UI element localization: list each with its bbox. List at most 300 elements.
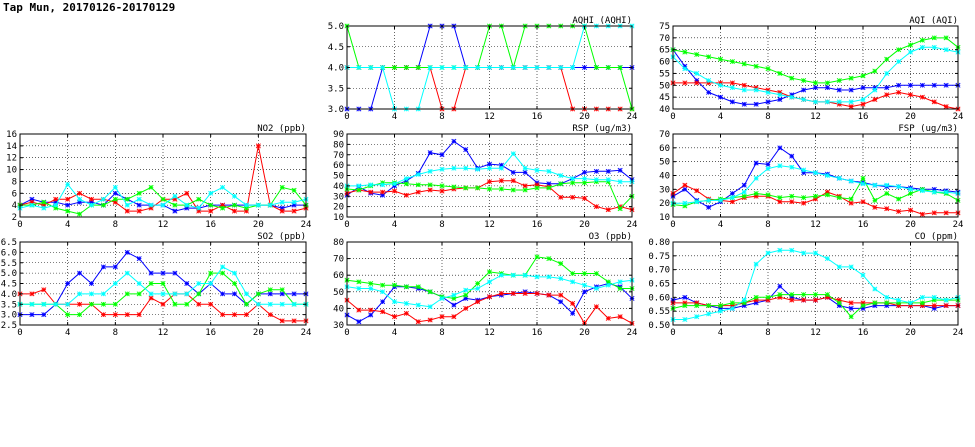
x-tick-label: 20: [905, 112, 916, 122]
data-point-cyan: [849, 100, 853, 104]
y-tick-label: 4.5: [327, 42, 344, 53]
data-point-blue: [944, 83, 948, 87]
data-point-red: [280, 209, 284, 213]
data-point-green: [523, 188, 527, 192]
data-point-blue: [582, 290, 586, 294]
data-point-red: [849, 104, 853, 108]
data-point-cyan: [547, 275, 551, 279]
data-point-red: [185, 191, 189, 195]
x-tick-label: 8: [765, 328, 771, 338]
data-point-green: [908, 191, 912, 195]
data-point-red: [908, 208, 912, 212]
y-tick-label: 30: [333, 192, 344, 203]
data-point-cyan: [404, 176, 408, 180]
data-point-green: [440, 184, 444, 188]
data-point-cyan: [511, 152, 515, 156]
data-point-blue: [813, 85, 817, 89]
data-point-green: [113, 197, 117, 201]
data-point-cyan: [125, 271, 129, 275]
x-tick-label: 12: [810, 112, 821, 122]
data-point-cyan: [718, 83, 722, 87]
data-point-cyan: [487, 65, 491, 69]
data-point-green: [125, 292, 129, 296]
data-point-cyan: [30, 302, 34, 306]
data-point-cyan: [825, 256, 829, 260]
data-point-cyan: [535, 65, 539, 69]
chart-so2: [1, 232, 312, 338]
data-point-red: [944, 303, 948, 307]
y-tick-label: 2.5: [0, 321, 17, 331]
data-point-green: [885, 191, 889, 195]
x-tick-label: 12: [484, 220, 495, 230]
x-tick-label: 24: [300, 328, 312, 338]
data-point-cyan: [706, 78, 710, 82]
data-point-cyan: [369, 65, 373, 69]
data-point-blue: [464, 147, 468, 151]
data-point-cyan: [582, 176, 586, 180]
y-tick-label: 0.70: [648, 265, 670, 276]
data-point-red: [416, 190, 420, 194]
y-tick-label: 60: [333, 161, 344, 172]
data-point-red: [392, 315, 396, 319]
data-point-green: [778, 71, 782, 75]
data-point-green: [137, 191, 141, 195]
data-point-blue: [428, 150, 432, 154]
data-point-green: [65, 312, 69, 316]
data-point-green: [42, 200, 46, 204]
data-point-cyan: [208, 281, 212, 285]
data-point-red: [89, 197, 93, 201]
data-point-green: [89, 302, 93, 306]
data-point-green: [173, 302, 177, 306]
y-tick-label: 10: [333, 213, 344, 223]
data-point-green: [232, 281, 236, 285]
x-tick-label: 4: [717, 220, 724, 230]
data-point-cyan: [452, 65, 456, 69]
data-point-cyan: [706, 198, 710, 202]
data-point-cyan: [618, 180, 622, 184]
data-point-blue: [452, 303, 456, 307]
data-point-blue: [77, 271, 81, 275]
data-point-red: [292, 209, 296, 213]
x-tick-label: 12: [484, 328, 495, 338]
data-point-cyan: [416, 303, 420, 307]
x-tick-label: 24: [626, 220, 638, 230]
data-point-red: [813, 298, 817, 302]
data-point-cyan: [920, 189, 924, 193]
y-tick-label: 30: [659, 185, 670, 196]
data-point-blue: [570, 311, 574, 315]
data-point-blue: [440, 153, 444, 157]
data-point-blue: [849, 88, 853, 92]
x-tick-label: 24: [952, 328, 964, 338]
data-point-red: [452, 315, 456, 319]
data-point-cyan: [499, 65, 503, 69]
x-tick-label: 24: [300, 220, 312, 230]
data-point-red: [268, 312, 272, 316]
data-point-blue: [582, 65, 586, 69]
data-point-blue: [369, 313, 373, 317]
data-point-cyan: [825, 173, 829, 177]
data-point-cyan: [754, 88, 758, 92]
data-point-cyan: [113, 281, 117, 285]
x-tick-label: 0: [670, 220, 676, 230]
data-point-green: [244, 302, 248, 306]
y-tick-label: 80: [333, 238, 344, 248]
data-point-green: [380, 283, 384, 287]
data-point-red: [42, 288, 46, 292]
data-point-cyan: [452, 166, 456, 170]
y-tick-label: 5.0: [327, 22, 344, 32]
x-tick-label: 4: [391, 328, 398, 338]
data-point-red: [547, 293, 551, 297]
data-point-green: [813, 194, 817, 198]
data-point-green: [77, 212, 81, 216]
data-point-red: [369, 190, 373, 194]
data-point-blue: [742, 102, 746, 106]
y-tick-label: 0.65: [648, 279, 670, 290]
data-point-red: [208, 209, 212, 213]
data-point-red: [428, 188, 432, 192]
y-tick-label: 50: [659, 81, 670, 92]
data-point-blue: [606, 169, 610, 173]
data-point-cyan: [523, 65, 527, 69]
data-point-cyan: [292, 200, 296, 204]
y-tick-label: 6: [11, 189, 17, 200]
data-point-green: [896, 48, 900, 52]
data-point-cyan: [559, 65, 563, 69]
data-point-red: [944, 211, 948, 215]
data-point-cyan: [149, 203, 153, 207]
data-point-red: [487, 295, 491, 299]
data-point-cyan: [89, 203, 93, 207]
data-point-blue: [89, 281, 93, 285]
data-point-blue: [766, 162, 770, 166]
data-point-green: [416, 183, 420, 187]
data-point-cyan: [535, 275, 539, 279]
data-point-green: [173, 203, 177, 207]
y-tick-label: 70: [659, 130, 670, 140]
data-point-green: [559, 261, 563, 265]
data-point-green: [570, 271, 574, 275]
y-tick-label: 6.5: [0, 238, 17, 248]
data-point-green: [416, 285, 420, 289]
data-point-red: [730, 200, 734, 204]
data-point-red: [232, 209, 236, 213]
y-tick-label: 90: [333, 130, 344, 140]
data-point-red: [113, 312, 117, 316]
data-point-green: [428, 183, 432, 187]
data-point-cyan: [101, 292, 105, 296]
data-point-red: [695, 81, 699, 85]
data-point-cyan: [380, 65, 384, 69]
x-tick-label: 4: [717, 112, 724, 122]
data-point-red: [885, 207, 889, 211]
data-point-cyan: [428, 169, 432, 173]
y-tick-label: 40: [659, 105, 670, 115]
data-point-cyan: [42, 302, 46, 306]
data-point-cyan: [873, 183, 877, 187]
data-point-red: [885, 93, 889, 97]
y-tick-label: 55: [659, 69, 670, 80]
data-point-blue: [742, 183, 746, 187]
chart-title: RSP (ug/m3): [572, 124, 632, 134]
data-point-blue: [801, 88, 805, 92]
data-point-cyan: [369, 183, 373, 187]
data-point-cyan: [244, 292, 248, 296]
data-point-cyan: [790, 248, 794, 252]
data-point-cyan: [908, 301, 912, 305]
data-point-cyan: [790, 95, 794, 99]
data-point-green: [464, 186, 468, 190]
data-point-cyan: [837, 100, 841, 104]
data-point-cyan: [428, 65, 432, 69]
x-tick-label: 16: [205, 220, 217, 230]
data-point-green: [594, 65, 598, 69]
data-point-blue: [292, 292, 296, 296]
chart-no2: [6, 124, 311, 230]
y-tick-label: 4.0: [0, 289, 17, 300]
y-tick-label: 3.0: [0, 310, 17, 321]
data-point-cyan: [849, 179, 853, 183]
data-point-cyan: [440, 296, 444, 300]
data-point-cyan: [173, 292, 177, 296]
data-point-green: [618, 286, 622, 290]
chart-title: NO2 (ppb): [257, 124, 306, 134]
data-point-green: [932, 36, 936, 40]
data-point-cyan: [42, 206, 46, 210]
data-point-green: [837, 78, 841, 82]
data-point-green: [428, 290, 432, 294]
data-point-cyan: [766, 90, 770, 94]
data-point-green: [790, 292, 794, 296]
data-point-green: [790, 194, 794, 198]
data-point-blue: [754, 161, 758, 165]
data-point-red: [161, 302, 165, 306]
data-point-red: [920, 95, 924, 99]
data-point-green: [65, 209, 69, 213]
data-point-cyan: [256, 302, 260, 306]
data-point-blue: [161, 271, 165, 275]
y-tick-label: 0.80: [648, 238, 670, 248]
data-point-cyan: [683, 201, 687, 205]
data-point-cyan: [268, 203, 272, 207]
data-point-cyan: [464, 166, 468, 170]
data-point-blue: [113, 265, 117, 269]
data-point-green: [511, 188, 515, 192]
data-point-green: [404, 285, 408, 289]
data-point-red: [559, 293, 563, 297]
data-point-cyan: [570, 176, 574, 180]
chart-o3: [333, 232, 637, 338]
y-tick-label: 4: [11, 201, 17, 212]
data-point-green: [357, 188, 361, 192]
data-point-green: [896, 197, 900, 201]
data-point-cyan: [944, 298, 948, 302]
data-point-blue: [137, 256, 141, 260]
data-point-green: [594, 271, 598, 275]
data-point-blue: [113, 191, 117, 195]
data-point-red: [232, 312, 236, 316]
data-point-green: [101, 302, 105, 306]
data-point-red: [380, 190, 384, 194]
data-point-blue: [380, 300, 384, 304]
x-tick-label: 12: [484, 112, 495, 122]
page-title: Tap Mun, 20170126-20170129: [3, 1, 176, 14]
data-point-red: [77, 302, 81, 306]
y-tick-label: 60: [659, 57, 670, 68]
data-point-red: [618, 315, 622, 319]
data-point-cyan: [54, 203, 58, 207]
x-tick-label: 12: [810, 220, 821, 230]
data-point-red: [683, 183, 687, 187]
data-point-green: [220, 206, 224, 210]
data-point-cyan: [511, 273, 515, 277]
data-point-red: [357, 308, 361, 312]
data-point-green: [766, 193, 770, 197]
y-tick-label: 3.5: [327, 84, 344, 95]
data-point-green: [825, 292, 829, 296]
data-point-red: [570, 195, 574, 199]
y-tick-label: 40: [659, 171, 670, 182]
data-point-green: [885, 301, 889, 305]
data-point-cyan: [232, 271, 236, 275]
data-point-cyan: [357, 184, 361, 188]
data-point-red: [896, 90, 900, 94]
data-point-red: [920, 212, 924, 216]
data-point-cyan: [185, 203, 189, 207]
data-point-red: [256, 144, 260, 148]
y-tick-label: 12: [6, 153, 17, 164]
data-point-cyan: [369, 286, 373, 290]
x-tick-label: 24: [626, 328, 638, 338]
data-point-cyan: [570, 65, 574, 69]
data-point-blue: [896, 83, 900, 87]
data-point-green: [487, 270, 491, 274]
data-point-green: [825, 193, 829, 197]
data-point-blue: [65, 281, 69, 285]
data-point-cyan: [197, 281, 201, 285]
data-point-green: [706, 303, 710, 307]
data-point-cyan: [392, 182, 396, 186]
data-point-red: [499, 178, 503, 182]
data-point-red: [416, 319, 420, 323]
data-point-cyan: [256, 203, 260, 207]
data-point-cyan: [487, 280, 491, 284]
chart-title: SO2 (ppb): [257, 232, 306, 242]
data-point-green: [766, 66, 770, 70]
data-point-cyan: [594, 177, 598, 181]
x-tick-label: 8: [439, 112, 445, 122]
x-tick-label: 20: [905, 220, 916, 230]
data-point-green: [778, 195, 782, 199]
x-tick-label: 8: [112, 220, 119, 230]
x-tick-label: 0: [344, 220, 350, 230]
data-point-green: [292, 188, 296, 192]
x-tick-label: 20: [252, 220, 264, 230]
data-point-red: [606, 208, 610, 212]
data-point-green: [113, 302, 117, 306]
data-point-blue: [885, 85, 889, 89]
x-tick-label: 16: [531, 220, 543, 230]
data-point-green: [801, 78, 805, 82]
data-point-red: [742, 83, 746, 87]
data-point-blue: [920, 83, 924, 87]
data-point-cyan: [825, 100, 829, 104]
data-point-red: [30, 292, 34, 296]
x-tick-label: 0: [344, 112, 350, 122]
data-point-cyan: [77, 292, 81, 296]
y-tick-label: 50: [333, 287, 344, 298]
data-point-green: [404, 182, 408, 186]
data-point-blue: [582, 170, 586, 174]
data-point-red: [54, 197, 58, 201]
data-point-green: [885, 57, 889, 61]
y-tick-label: 30: [333, 321, 344, 331]
x-tick-label: 8: [439, 328, 445, 338]
data-point-red: [932, 303, 936, 307]
data-point-cyan: [861, 97, 865, 101]
data-point-green: [185, 302, 189, 306]
x-tick-label: 0: [670, 112, 676, 122]
data-point-blue: [825, 85, 829, 89]
data-point-green: [837, 301, 841, 305]
data-point-green: [695, 52, 699, 56]
data-point-cyan: [464, 65, 468, 69]
y-tick-label: 14: [6, 141, 17, 152]
data-point-blue: [849, 306, 853, 310]
y-tick-label: 50: [659, 157, 670, 168]
data-point-blue: [452, 139, 456, 143]
data-point-green: [392, 283, 396, 287]
data-point-cyan: [161, 203, 165, 207]
data-point-green: [559, 182, 563, 186]
y-tick-label: 16: [6, 130, 17, 140]
data-point-cyan: [718, 198, 722, 202]
data-point-red: [908, 93, 912, 97]
data-point-red: [790, 298, 794, 302]
data-point-green: [487, 187, 491, 191]
data-point-green: [849, 315, 853, 319]
data-point-green: [873, 198, 877, 202]
data-point-green: [683, 303, 687, 307]
x-tick-label: 16: [531, 112, 543, 122]
data-point-blue: [790, 154, 794, 158]
data-point-green: [475, 281, 479, 285]
data-point-cyan: [932, 190, 936, 194]
data-point-red: [292, 319, 296, 323]
y-tick-label: 60: [333, 271, 344, 282]
x-tick-label: 8: [765, 112, 771, 122]
data-point-red: [440, 189, 444, 193]
data-point-red: [873, 97, 877, 101]
data-point-cyan: [742, 88, 746, 92]
data-point-cyan: [232, 194, 236, 198]
data-point-green: [475, 186, 479, 190]
data-point-green: [137, 292, 141, 296]
x-tick-label: 8: [439, 220, 445, 230]
x-tick-label: 12: [157, 328, 169, 338]
data-point-green: [149, 281, 153, 285]
x-tick-label: 0: [17, 220, 23, 230]
data-point-red: [932, 211, 936, 215]
data-point-cyan: [547, 169, 551, 173]
data-point-green: [535, 186, 539, 190]
data-point-blue: [125, 250, 129, 254]
data-point-red: [428, 318, 432, 322]
data-point-cyan: [695, 200, 699, 204]
data-point-blue: [357, 319, 361, 323]
